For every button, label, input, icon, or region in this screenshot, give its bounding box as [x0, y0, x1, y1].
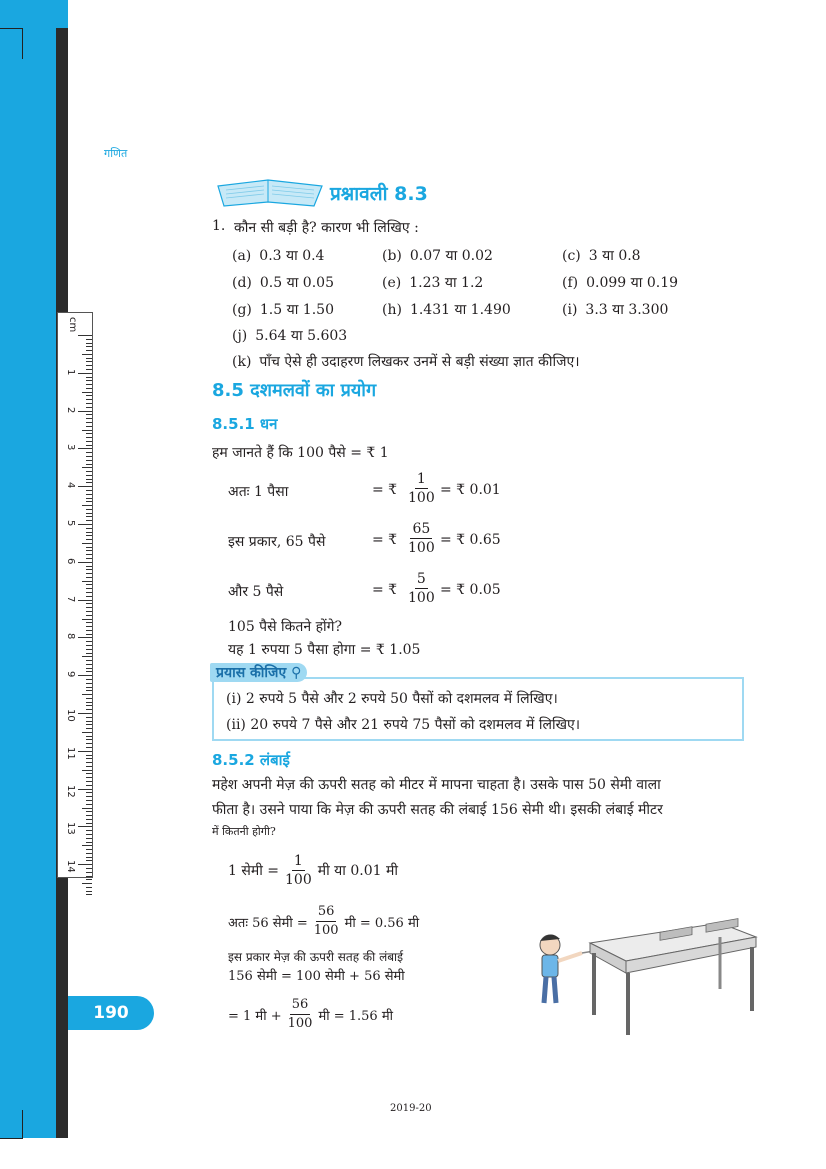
ruler-tick — [86, 834, 92, 835]
denominator: 100 — [408, 590, 435, 606]
length-line: 156 सेमी = 100 सेमी + 56 सेमी — [228, 969, 405, 984]
eq-right: मी या 0.01 मी — [317, 863, 398, 879]
ruler-tick — [86, 671, 92, 672]
part-text: 1.23 या 1.2 — [409, 275, 484, 291]
money-row-label: अतः 1 पैसा — [228, 484, 289, 500]
ruler-tick — [86, 894, 92, 895]
ruler-tick — [86, 641, 92, 642]
ruler-tick — [86, 358, 92, 359]
ruler-tick — [86, 369, 92, 370]
money-row-label: और 5 पैसे — [228, 584, 284, 600]
ruler-tick — [86, 407, 92, 408]
question-part — [562, 300, 668, 319]
ruler-tick — [86, 482, 92, 483]
ruler-tick — [86, 622, 92, 623]
ruler-tick — [86, 773, 92, 774]
money-row-label: इस प्रकार, 65 पैसे — [228, 534, 326, 550]
question-part — [382, 246, 493, 265]
ruler-tick — [86, 868, 92, 869]
ruler-tick — [86, 615, 92, 616]
ruler-tick — [78, 789, 92, 790]
ruler-tick — [78, 562, 92, 563]
ruler-label: 6 — [65, 557, 76, 565]
money-answer: यह 1 रुपया 5 पैसा होगा = ₹ 1.05 — [228, 642, 421, 658]
ruler-tick — [86, 849, 92, 850]
ruler-tick — [86, 501, 92, 502]
ruler-tick — [86, 739, 92, 740]
ruler-tick — [78, 448, 92, 449]
part-label: (j) — [232, 328, 248, 344]
ruler-tick — [86, 679, 92, 680]
ruler-tick — [82, 354, 92, 355]
ruler-tick — [86, 596, 92, 597]
ruler-tick — [86, 649, 92, 650]
ruler-tick — [82, 883, 92, 884]
ruler-tick — [86, 573, 92, 574]
ruler-tick — [82, 619, 92, 620]
ruler-tick — [86, 539, 92, 540]
part-label: (k) — [232, 354, 252, 370]
ruler-tick — [86, 414, 92, 415]
page-number: 190 — [68, 996, 154, 1030]
ruler-tick — [86, 705, 92, 706]
ruler-tick — [86, 743, 92, 744]
ruler-label: 9 — [65, 671, 76, 678]
ruler-label: 5 — [65, 520, 76, 527]
ruler-tick — [86, 645, 92, 646]
ruler-tick — [82, 430, 92, 431]
ruler-tick — [86, 426, 92, 427]
ruler-tick — [86, 804, 92, 805]
fraction — [406, 520, 437, 557]
ruler-tick — [86, 823, 92, 824]
fraction — [286, 996, 315, 1033]
denominator: 100 — [408, 490, 435, 506]
question-part — [382, 273, 483, 292]
ruler-tick — [86, 380, 92, 381]
ruler-tick — [86, 592, 92, 593]
ruler-tick — [86, 554, 92, 555]
ruler-tick — [86, 437, 92, 438]
ruler-tick — [86, 690, 92, 691]
ruler-label: 13 — [65, 822, 76, 836]
length-paragraph: फीता है। उसने पाया कि मेज़ की ऊपरी सतह की लंबाई 156 सेमी थी। इसकी लंबाई मीटर — [212, 802, 663, 818]
ruler-tick — [82, 581, 92, 582]
ruler-tick — [78, 675, 92, 676]
ruler-tick — [86, 607, 92, 608]
eq-left: अतः 56 सेमी = — [228, 915, 308, 931]
ruler-tick — [86, 887, 92, 888]
ruler-tick — [82, 656, 92, 657]
ruler-tick — [86, 456, 92, 457]
ruler-tick — [86, 528, 92, 529]
ruler-tick — [78, 751, 92, 752]
ruler-tick — [86, 339, 92, 340]
ruler-tick — [78, 411, 92, 412]
question-part — [232, 326, 347, 345]
ruler-tick — [86, 452, 92, 453]
ruler-label: 2 — [65, 406, 76, 413]
money-intro: हम जानते हैं कि 100 पैसे = ₹ 1 — [212, 445, 389, 461]
ruler-tick — [86, 777, 92, 778]
part-text: पाँच ऐसे ही उदाहरण लिखकर उनमें से बड़ी संख्या ज्ञात कीजिए। — [259, 354, 580, 370]
ruler-tick — [86, 365, 92, 366]
money-row-eq: = ₹ — [372, 582, 398, 598]
length-equation-3 — [228, 996, 393, 1033]
ruler-tick — [78, 486, 92, 487]
try-item: (ii) 20 रुपये 7 पैसे और 21 रुपये 75 पैसों को दशमलव में लिखिए। — [226, 717, 581, 733]
footer-year: 2019-20 — [390, 1103, 432, 1114]
book-icon — [214, 176, 326, 210]
ruler-tick — [82, 845, 92, 846]
ruler-tick — [78, 524, 92, 525]
ruler-tick — [86, 819, 92, 820]
ruler-tick — [86, 668, 92, 669]
ruler-tick — [86, 792, 92, 793]
ruler-tick — [78, 335, 92, 336]
eq-left: = 1 मी + — [228, 1008, 282, 1024]
try-these-text: प्रयास कीजिए — [216, 665, 287, 681]
ruler-tick — [86, 475, 92, 476]
ruler-tick — [86, 535, 92, 536]
question-part — [382, 300, 511, 319]
ruler-tick — [86, 343, 92, 344]
try-these-label — [210, 663, 307, 682]
ruler-tick — [86, 879, 92, 880]
numerator: 1 — [416, 471, 426, 487]
ruler-tick — [86, 724, 92, 725]
ruler-tick — [86, 433, 92, 434]
ruler-tick — [86, 626, 92, 627]
question-part — [232, 273, 334, 292]
exercise-title: प्रश्नावली 8.3 — [330, 183, 428, 205]
ruler-tick — [86, 460, 92, 461]
ruler-tick — [86, 709, 92, 710]
ruler-tick — [86, 550, 92, 551]
ruler-tick — [86, 736, 92, 737]
question-part — [232, 352, 580, 371]
ruler-tick — [86, 755, 92, 756]
part-label: (h) — [382, 302, 402, 318]
numerator: 1 — [293, 853, 303, 869]
ruler-tick — [82, 694, 92, 695]
ruler-tick — [86, 683, 92, 684]
ruler-tick — [86, 603, 92, 604]
money-row-eq: = ₹ — [372, 482, 398, 498]
ruler-tick — [86, 418, 92, 419]
ruler-tick — [86, 698, 92, 699]
ruler-tick — [86, 569, 92, 570]
ruler-label: 4 — [65, 482, 76, 489]
ruler-tick — [86, 766, 92, 767]
ruler-label: 8 — [65, 633, 76, 640]
denominator: 100 — [408, 540, 435, 556]
ruler-tick — [78, 600, 92, 601]
ruler-tick — [86, 728, 92, 729]
ruler-tick — [86, 464, 92, 465]
ruler-label: 14 — [65, 860, 76, 873]
fraction — [406, 570, 437, 607]
magnifier-icon: ⚲ — [291, 665, 302, 681]
numerator: 65 — [412, 521, 431, 537]
ruler-tick — [86, 490, 92, 491]
ruler-tick — [86, 399, 92, 400]
ruler-tick — [86, 441, 92, 442]
ruler-tick — [86, 566, 92, 567]
part-label: (c) — [562, 248, 581, 264]
ruler-tick — [86, 422, 92, 423]
ruler-tick — [86, 377, 92, 378]
ruler-tick — [86, 547, 92, 548]
ruler-tick — [86, 350, 92, 351]
ruler-tick — [86, 630, 92, 631]
numerator: 56 — [316, 903, 337, 922]
ruler-tick — [86, 445, 92, 446]
denominator: 100 — [313, 923, 339, 938]
ruler-tick — [86, 660, 92, 661]
ruler-tick — [86, 634, 92, 635]
ruler-tick — [86, 811, 92, 812]
ruler-tick — [86, 513, 92, 514]
ruler-tick — [82, 543, 92, 544]
ruler — [57, 312, 93, 878]
ruler-label: 11 — [65, 746, 76, 760]
money-row-eq: = ₹ — [372, 532, 398, 548]
denominator: 100 — [285, 872, 312, 888]
part-text: 1.431 या 1.490 — [409, 302, 511, 318]
part-label: (i) — [562, 302, 578, 318]
ruler-tick — [86, 838, 92, 839]
ruler-tick — [86, 842, 92, 843]
ruler-tick — [86, 830, 92, 831]
ruler-tick — [78, 864, 92, 865]
numerator: 56 — [290, 996, 311, 1015]
ruler-label: 3 — [65, 444, 76, 451]
money-fraction — [402, 470, 441, 507]
ruler-tick — [86, 346, 92, 347]
ruler-tick — [86, 520, 92, 521]
ruler-tick — [86, 664, 92, 665]
question-number: 1. — [212, 218, 226, 234]
ruler-tick — [86, 558, 92, 559]
fraction — [283, 852, 314, 889]
part-text: 3 या 0.8 — [588, 248, 641, 264]
part-label: (d) — [232, 275, 252, 291]
ruler-tick — [86, 800, 92, 801]
length-equation-1 — [228, 852, 398, 889]
ruler-tick — [86, 653, 92, 654]
ruler-tick — [86, 717, 92, 718]
ruler-tick — [82, 732, 92, 733]
ruler-tick — [86, 860, 92, 861]
ruler-tick — [86, 388, 92, 389]
length-line: इस प्रकार मेज़ की ऊपरी सतह की लंबाई — [228, 950, 404, 964]
ruler-label: 7 — [65, 595, 76, 602]
part-text: 0.3 या 0.4 — [259, 248, 325, 264]
ruler-tick — [78, 713, 92, 714]
subsection-length-title: 8.5.2 लंबाई — [212, 751, 290, 769]
money-fraction — [402, 570, 441, 607]
part-text: 0.099 या 0.19 — [586, 275, 679, 291]
ruler-tick — [86, 384, 92, 385]
length-paragraph: महेश अपनी मेज़ की ऊपरी सतह को मीटर में मापना चाहता है। उसके पास 50 सेमी वाला — [212, 777, 661, 793]
ruler-label: 1 — [65, 368, 76, 376]
ruler-label: 10 — [65, 709, 76, 722]
ruler-tick — [86, 577, 92, 578]
question-text: कौन सी बड़ी है? कारण भी लिखिए : — [234, 220, 419, 236]
ruler-tick — [86, 702, 92, 703]
money-row-result: = ₹ 0.65 — [440, 532, 501, 548]
ruler-label: 12 — [65, 784, 76, 798]
question-part — [232, 300, 334, 319]
part-label: (a) — [232, 248, 252, 264]
ruler-tick — [86, 758, 92, 759]
ruler-tick — [86, 815, 92, 816]
part-label: (b) — [382, 248, 402, 264]
ruler-tick — [86, 532, 92, 533]
part-label: (e) — [382, 275, 402, 291]
ruler-tick — [86, 687, 92, 688]
money-row-result: = ₹ 0.05 — [440, 582, 501, 598]
question-part — [562, 246, 641, 265]
ruler-tick — [86, 853, 92, 854]
ruler-tick — [82, 505, 92, 506]
ruler-tick — [86, 588, 92, 589]
ruler-tick — [82, 808, 92, 809]
ruler-tick — [78, 826, 92, 827]
eq-right: मी = 0.56 मी — [344, 915, 420, 931]
ruler-tick — [86, 479, 92, 480]
fraction — [312, 903, 341, 940]
ruler-tick — [86, 584, 92, 585]
part-text: 1.5 या 1.50 — [259, 302, 334, 318]
ruler-tick — [82, 467, 92, 468]
ruler-tick — [86, 494, 92, 495]
ruler-tick — [86, 891, 92, 892]
ruler-tick — [82, 770, 92, 771]
ruler-tick — [86, 611, 92, 612]
part-text: 3.3 या 3.300 — [585, 302, 669, 318]
ruler-tick — [86, 785, 92, 786]
ruler-tick — [86, 516, 92, 517]
part-text: 0.5 या 0.05 — [259, 275, 334, 291]
ruler-tick — [86, 876, 92, 877]
money-row-result: = ₹ 0.01 — [440, 482, 501, 498]
length-paragraph: में कितनी होगी? — [212, 825, 276, 838]
page-header: गणित — [104, 147, 128, 160]
ruler-tick — [86, 857, 92, 858]
ruler-tick — [86, 509, 92, 510]
ruler-unit: cm — [67, 317, 78, 333]
part-label: (f) — [562, 275, 579, 291]
ruler-tick — [86, 403, 92, 404]
table-illustration — [520, 915, 760, 1040]
ruler-tick — [86, 361, 92, 362]
fraction — [406, 470, 437, 507]
crop-mark — [0, 1110, 23, 1139]
ruler-tick — [86, 781, 92, 782]
ruler-tick — [78, 637, 92, 638]
crop-mark — [0, 28, 23, 59]
eq-left: 1 सेमी = — [228, 863, 279, 879]
ruler-tick — [86, 471, 92, 472]
ruler-tick — [86, 395, 92, 396]
try-item: (i) 2 रुपये 5 पैसे और 2 रुपये 50 पैसों को दशमलव में लिखिए। — [226, 691, 558, 707]
ruler-tick — [86, 498, 92, 499]
numerator: 5 — [416, 571, 426, 587]
eq-right: मी = 1.56 मी — [318, 1008, 393, 1024]
money-question: 105 पैसे कितने होंगे? — [228, 619, 343, 635]
subsection-money-title: 8.5.1 धन — [212, 415, 278, 433]
length-equation-2 — [228, 903, 419, 940]
question-part — [562, 273, 678, 292]
ruler-tick — [86, 796, 92, 797]
ruler-tick — [86, 721, 92, 722]
part-label: (g) — [232, 302, 252, 318]
ruler-tick — [78, 373, 92, 374]
ruler-tick — [86, 762, 92, 763]
part-text: 5.64 या 5.603 — [255, 328, 348, 344]
ruler-tick — [86, 872, 92, 873]
part-text: 0.07 या 0.02 — [409, 248, 493, 264]
ruler-tick — [82, 392, 92, 393]
section-title: 8.5 दशमलवों का प्रयोग — [212, 380, 377, 401]
ruler-tick — [86, 747, 92, 748]
money-fraction — [402, 520, 441, 557]
question-part — [232, 246, 324, 265]
denominator: 100 — [287, 1016, 313, 1031]
